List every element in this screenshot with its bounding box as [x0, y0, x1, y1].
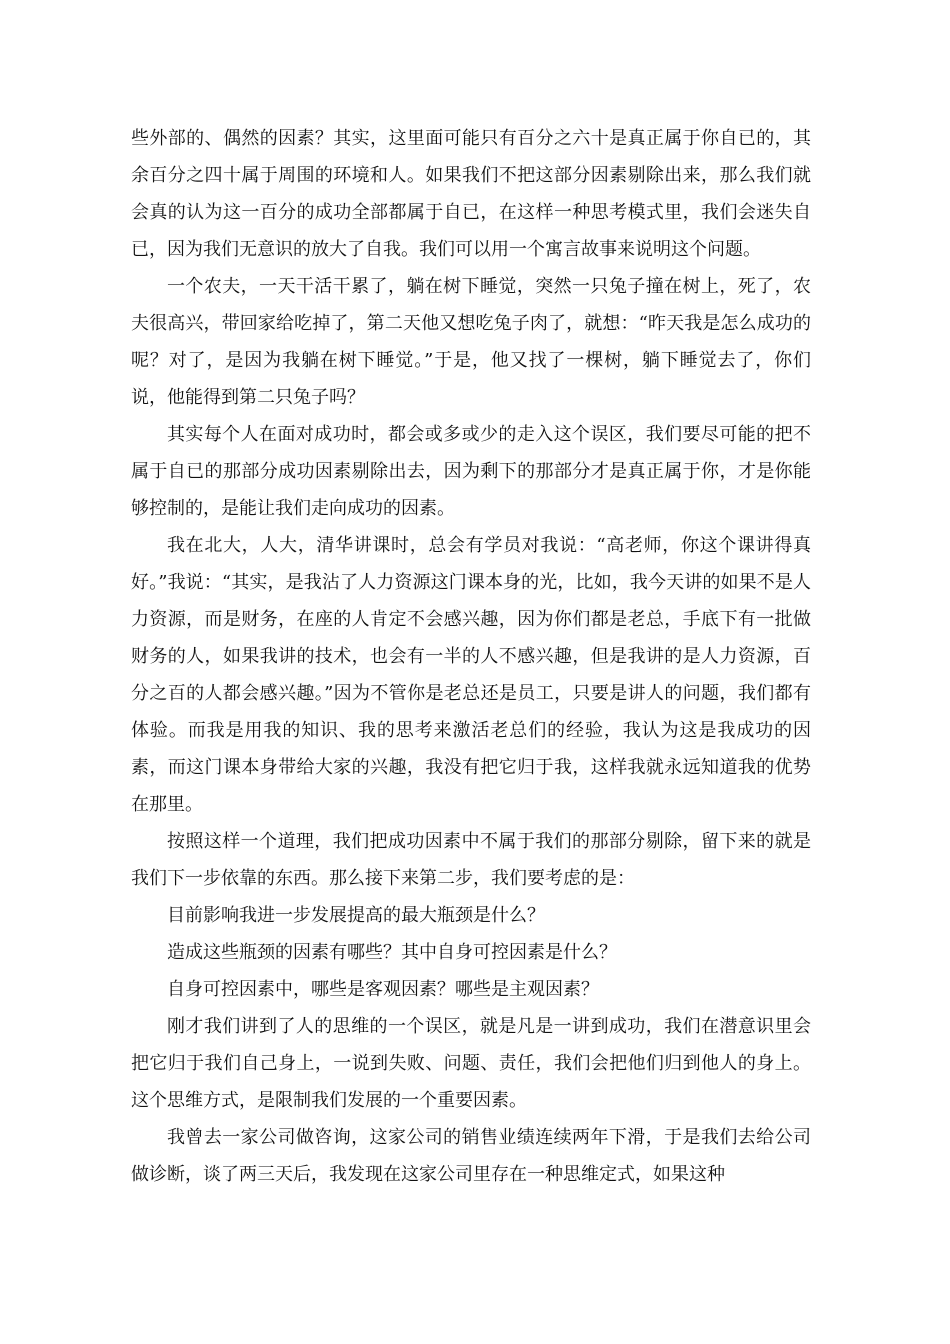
document-body	[131, 120, 811, 1193]
question-3: 自身可控因素中，哪些是客观因素？哪些是主观因素？	[167, 979, 599, 1000]
paragraph-6: 刚才我们讲到了人的思维的一个误区，就是凡是一讲到成功，我们在潜意识里会把它归于我们自己身上，一说到失败、问题、责任，我们会把他们归到他人的身上。这个思维方式，是限制我们发展的一个重要因素。	[131, 1016, 811, 1111]
paragraph-2: 一个农夫，一天干活干累了，躺在树下睡觉，突然一只兔子撞在树上，死了，农夫很高兴，带回家给吃掉了，第二天他又想吃兔子肉了，就想：“昨天我是怎么成功的呢？对了，是因为我躺在树下睡觉。”于是，他又找了一棵树，躺下睡觉去了，你们说，他能得到第二只兔子吗？	[131, 276, 811, 408]
paragraph-4: 我在北大，人大，清华讲课时，总会有学员对我说：“高老师，你这个课讲得真好。”我说：“其实，是我沾了人力资源这门课本身的光，比如，我今天讲的如果不是人力资源，而是财务，在座的人肯定不会感兴趣，因为你们都是老总，手底下有一批做财务的人，如果我讲的技术，也会有一半的人不感兴趣，但是我讲的是人力资源，百分之百的人都会感兴趣。”因为不管你是老总还是员工，只要是讲人的问题，我们都有体验。而我是用我的知识、我的思考来激活老总们的经验，我认为这是我成功的因素，而这门课本身带给大家的兴趣，我没有把它归于我，这样我就永远知道我的优势在那里。	[131, 535, 811, 815]
paragraph-1: 些外部的、偶然的因素？其实，这里面可能只有百分之六十是真正属于你自已的，其余百分之四十属于周围的环境和人。如果我们不把这部分因素剔除出来，那么我们就会真的认为这一百分的成功全部都属于自已，在这样一种思考模式里，我们会迷失自已，因为我们无意识的放大了自我。我们可以用一个寓言故事来说明这个问题。	[131, 128, 811, 260]
paragraph-5: 按照这样一个道理，我们把成功因素中不属于我们的那部分剔除，留下来的就是我们下一步依靠的东西。那么接下来第二步，我们要考虑的是：	[131, 831, 811, 889]
question-2: 造成这些瓶颈的因素有哪些？其中自身可控因素是什么？	[167, 942, 617, 963]
paragraph-7: 我曾去一家公司做咨询，这家公司的销售业绩连续两年下滑，于是我们去给公司做诊断，谈了两三天后，我发现在这家公司里存在一种思维定式，如果这种	[131, 1127, 811, 1185]
paragraph-3: 其实每个人在面对成功时，都会或多或少的走入这个误区，我们要尽可能的把不属于自已的那部分成功因素剔除出去，因为剩下的那部分才是真正属于你，才是你能够控制的，是能让我们走向成功的因素。	[131, 424, 811, 519]
question-1: 目前影响我进一步发展提高的最大瓶颈是什么？	[167, 905, 545, 926]
